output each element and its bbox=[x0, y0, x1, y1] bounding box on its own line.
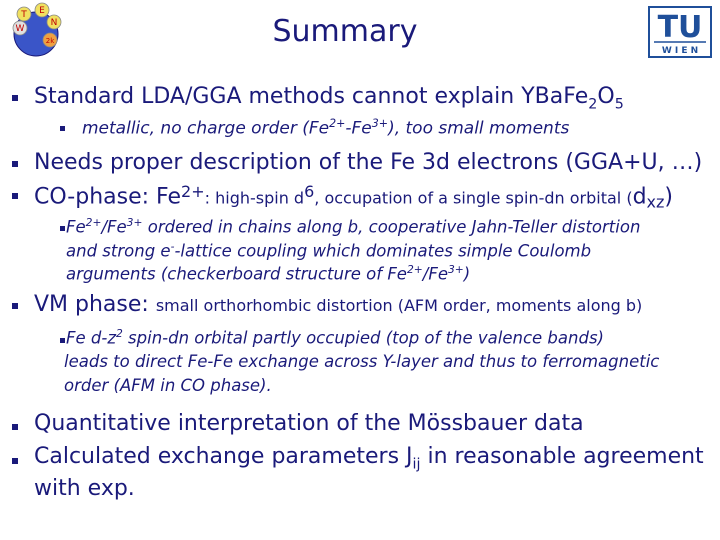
bullet-marker bbox=[12, 458, 18, 464]
bullet-lda-gga: Standard LDA/GGA methods cannot explain $YBaFe_2O_5$ bbox=[34, 84, 624, 113]
bullet-marker bbox=[12, 95, 18, 101]
bullet-marker bbox=[12, 193, 18, 199]
bullet-co-phase: CO-phase: $Fe^{2+}$: high-spin $d^6$, occupation of a single spin-dn orbital $(d_{xz})$ bbox=[34, 182, 673, 212]
logo-letter-n: N bbox=[50, 18, 58, 28]
sub-bullet-marker bbox=[60, 126, 65, 131]
bullet-marker bbox=[12, 161, 18, 167]
bullet-mossbauer: Quantitative interpretation of the Mössbauer data bbox=[34, 411, 584, 436]
sub-bullet-ordered-chains: $Fe^{2+}/Fe^{3+}$ ordered in chains along b, cooperative Jahn-Teller distortion bbox=[66, 216, 641, 237]
sub-bullet-fe-dz2: Fe $d-z^2$ spin-dn orbital partly occupied (top of the valence bands) bbox=[66, 327, 604, 348]
sub-bullet-line3: order (AFM in CO phase). bbox=[64, 376, 272, 395]
logo-letter-e: E bbox=[39, 6, 45, 16]
bullet-marker bbox=[12, 424, 18, 430]
logo-letter-2k: 2k bbox=[45, 37, 55, 45]
bullet-vm-phase: VM phase: small orthorhombic distortion (AFM order, moments along b) bbox=[34, 292, 643, 317]
wien-text: W I E N bbox=[661, 46, 699, 56]
sub-bullet-marker bbox=[60, 338, 65, 343]
tu-wien-logo bbox=[648, 6, 712, 58]
bullet-marker bbox=[12, 303, 18, 309]
sub-bullet-marker bbox=[60, 226, 65, 231]
logo-letter-w: W bbox=[15, 24, 25, 34]
bullet-needs-description: Needs proper description of the Fe 3d electrons (GGA+U, …) bbox=[34, 150, 703, 175]
bullet-exchange-line2: with exp. bbox=[34, 476, 135, 501]
bullet-exchange-parameters: Calculated exchange parameters $J_{ij}$ in reasonable agreement bbox=[34, 444, 704, 473]
sub-bullet-metallic: metallic, no charge order $(Fe^{2+}-Fe^{3+})$, too small moments bbox=[82, 117, 570, 139]
sub-bullet-line2: leads to direct Fe-Fe exchange across Y-layer and thus to ferromagnetic bbox=[64, 352, 660, 371]
slide-title: Summary bbox=[272, 14, 418, 49]
sub-bullet-line2: and strong e--lattice coupling which dominates simple Coulomb bbox=[66, 240, 592, 261]
logo-letter-t: T bbox=[21, 10, 27, 20]
tu-text: TU bbox=[657, 10, 703, 45]
sub-bullet-line3: arguments (checkerboard structure of $Fe^{2+}/Fe^{3+}$) bbox=[66, 263, 471, 284]
